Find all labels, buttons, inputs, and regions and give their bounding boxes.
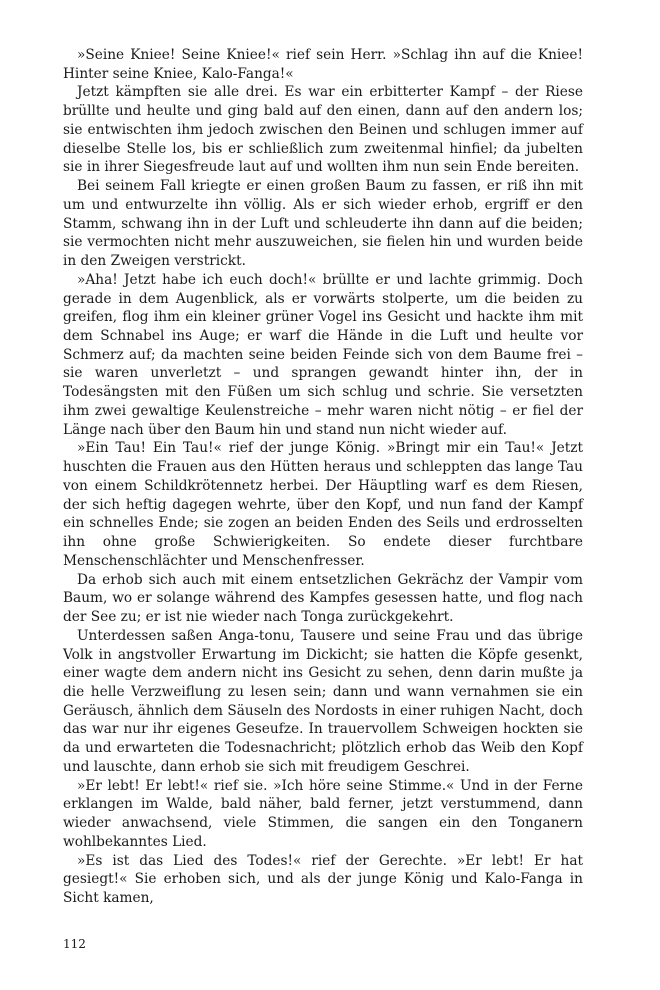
paragraph-9: »Es ist das Lied des Todes!« rief der Gerechte. »Er lebt! Er hat gesiegt!« Sie erhoben sich, und als der junge König und Kalo-Fanga in Sicht kamen, [63,852,583,907]
paragraph-6: Da erhob sich auch mit einem entsetzlichen Gekrächz der Vampir vom Baum, wo er solange während des Kampfes gesessen hatte, und flog nach der See zu; er ist nie wieder nach Tonga zurückgekehrt. [63,571,583,626]
paragraph-4: »Aha! Jetzt habe ich euch doch!« brüllte er und lachte grimmig. Doch gerade in dem Augenblick, als er vorwärts stolperte, um die beiden zu greifen, flog ihm ein kleiner grüner Vogel ins Gesicht und hackte ihm mit dem Schnabel ins Auge; er warf die Hände in die Luft und heulte vor Schmerz auf; da machten seine beiden Feinde sich von dem Baume frei – sie waren unverletzt – und sprangen gewandt hinter ihn, der in Todesängsten mit den Füßen um sich schlug und schrie. Sie versetzten ihm zwei gewaltige Keulenstreiche – mehr waren nicht nötig – er fiel der Länge nach über den Baum hin und stand nun nicht wieder auf. [63,271,583,438]
paragraph-1: »Seine Kniee! Seine Kniee!« rief sein Herr. »Schlag ihn auf die Kniee! Hinter seine Kniee, Kalo-Fanga!« [63,47,583,82]
paragraph-2: Jetzt kämpften sie alle drei. Es war ein erbitterter Kampf – der Riese brüllte und heulte und ging bald auf den einen, dann auf den andern los; sie entwischten ihm jedoch zwischen den Beinen und schlugen immer auf dieselbe Stelle los, bis er schließlich zum zweitenmal hinfiel; da jubelten sie in ihrer Siegesfreude laut auf und wollten ihm nun sein Ende bereiten. [63,84,583,176]
page-number: 112 [63,937,86,951]
paragraph-8: »Er lebt! Er lebt!« rief sie. »Ich höre seine Stimme.« Und in der Ferne erklangen im Walde, bald näher, bald ferner, jetzt verstummend, dann wieder anwachsend, viele Stimmen, die sangen ein den Tonganern wohlbekanntes Lied. [63,777,583,850]
paragraph-3: Bei seinem Fall kriegte er einen großen Baum zu fassen, er riß ihn mit um und entwurzelte ihn völlig. Als er sich wieder erhob, ergriff er den Stamm, schwang ihn in der Luft und schleuderte ihn dann auf die beiden; sie vermochten nicht mehr auszuweichen, sie fielen hin und wurden beide in den Zweigen verstrickt. [63,178,583,270]
paragraph-7: Unterdessen saßen Anga-tonu, Tausere und seine Frau und das übrige Volk in angstvoller Erwartung im Dickicht; sie hatten die Köpfe gesenkt, einer wagte dem andern nicht ins Gesicht zu sehen, denn darin mußte ja die helle Verzweiflung zu lesen sein; dann und wann vernahmen sie ein Geräusch, ähnlich dem Säuseln des Nordosts in einer ruhigen Nacht, doch das war nur ihr eigenes Geseufze. In trauervollem Schweigen hockten sie da und erwarteten die Todesnachricht; plötzlich erhob das Weib den Kopf und lauschte, dann erhob sie sich mit freudigem Geschrei. [63,627,583,775]
paragraph-5: »Ein Tau! Ein Tau!« rief der junge König. »Bringt mir ein Tau!« Jetzt huschten die Frauen aus den Hütten heraus und schleppten das lange Tau von einem Schildkrötennetz herbei. Der Häuptling warf es dem Riesen, der sich heftig dagegen wehrte, über den Kopf, und nun fand der Kampf ein schnelles Ende; sie zogen an beiden Enden des Seils und erdrosselten ihn ohne große Schwierigkeiten. So endete dieser furchtbare Menschenschlächter und Menschenfresser. [63,440,583,569]
body-text [63,46,583,908]
